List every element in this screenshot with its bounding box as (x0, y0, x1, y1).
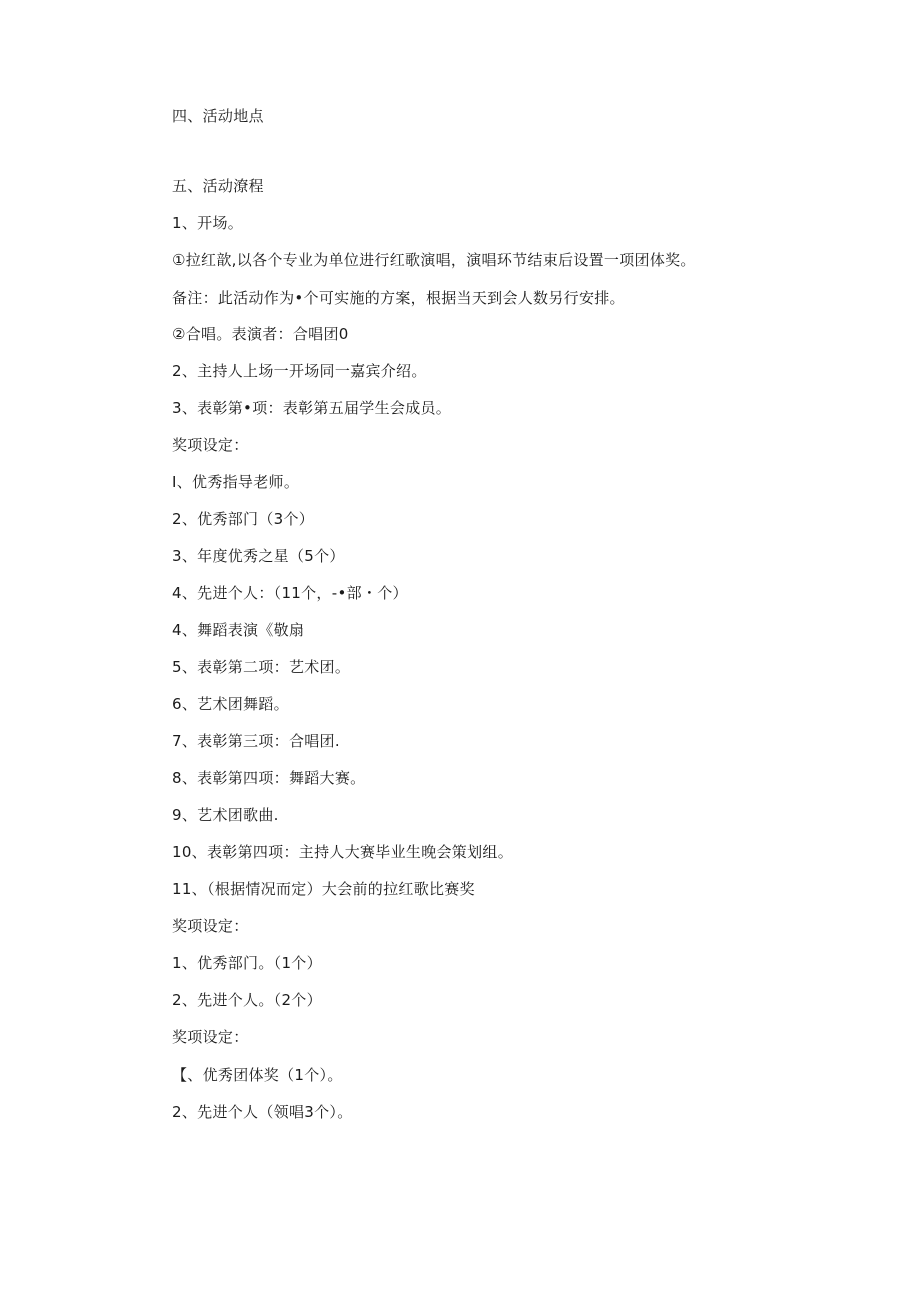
paragraph-line: 3、年度优秀之星（5个） (172, 547, 345, 565)
paragraph-line: 3、表彰第•项：表彰第五届学生会成员。 (172, 399, 452, 417)
paragraph-line: 2、先进个人（领唱3个）。 (172, 1103, 353, 1121)
paragraph-line: 备注：此活动作为•个可实施的方案，根据当天到会人数另行安排。 (172, 289, 625, 307)
paragraph-line: 1、开场。 (172, 214, 244, 232)
paragraph-line: 奖项设定： (172, 917, 249, 935)
paragraph-line: ②合唱。表演者：合唱团0 (172, 325, 349, 343)
paragraph-line: 9、艺术团歌曲. (172, 806, 279, 824)
paragraph-line: 2、先进个人。（2个） (172, 991, 322, 1009)
paragraph-line: 2、优秀部门（3个） (172, 510, 315, 528)
paragraph-line: 10、表彰第四项：主持人大赛毕业生晚会策划组。 (172, 843, 513, 861)
section-heading-process: 五、活动潦程 (172, 177, 264, 195)
paragraph-line: 2、主持人上场一开场同一嘉宾介绍。 (172, 362, 427, 380)
paragraph-line: I、优秀指导老师。 (172, 473, 300, 491)
paragraph-line: 6、艺术团舞蹈。 (172, 695, 289, 713)
paragraph-line: 11、（根据情况而定）大会前的拉红歌比赛奖 (172, 880, 475, 898)
section-heading-location: 四、活动地点 (172, 107, 264, 125)
paragraph-line: 5、表彰第二项：艺术团。 (172, 658, 351, 676)
paragraph-line: 8、表彰第四项：舞蹈大赛。 (172, 769, 366, 787)
paragraph-line: 【、优秀团体奖（1个）。 (172, 1066, 343, 1084)
paragraph-line: 奖项设定： (172, 436, 249, 454)
paragraph-line: ①拉红歆,以各个专业为单位进行红歌演唱，演唱环节结束后设置一项团体奖。 (172, 251, 696, 269)
paragraph-line: 4、舞蹈表演《敬扇 (172, 621, 305, 639)
paragraph-line: 4、先进个人：（11个，-•部・个） (172, 584, 408, 602)
paragraph-line: 7、表彰第三项：合唱团. (172, 732, 340, 750)
paragraph-line: 奖项设定： (172, 1028, 249, 1046)
paragraph-line: 1、优秀部门。（1个） (172, 954, 322, 972)
